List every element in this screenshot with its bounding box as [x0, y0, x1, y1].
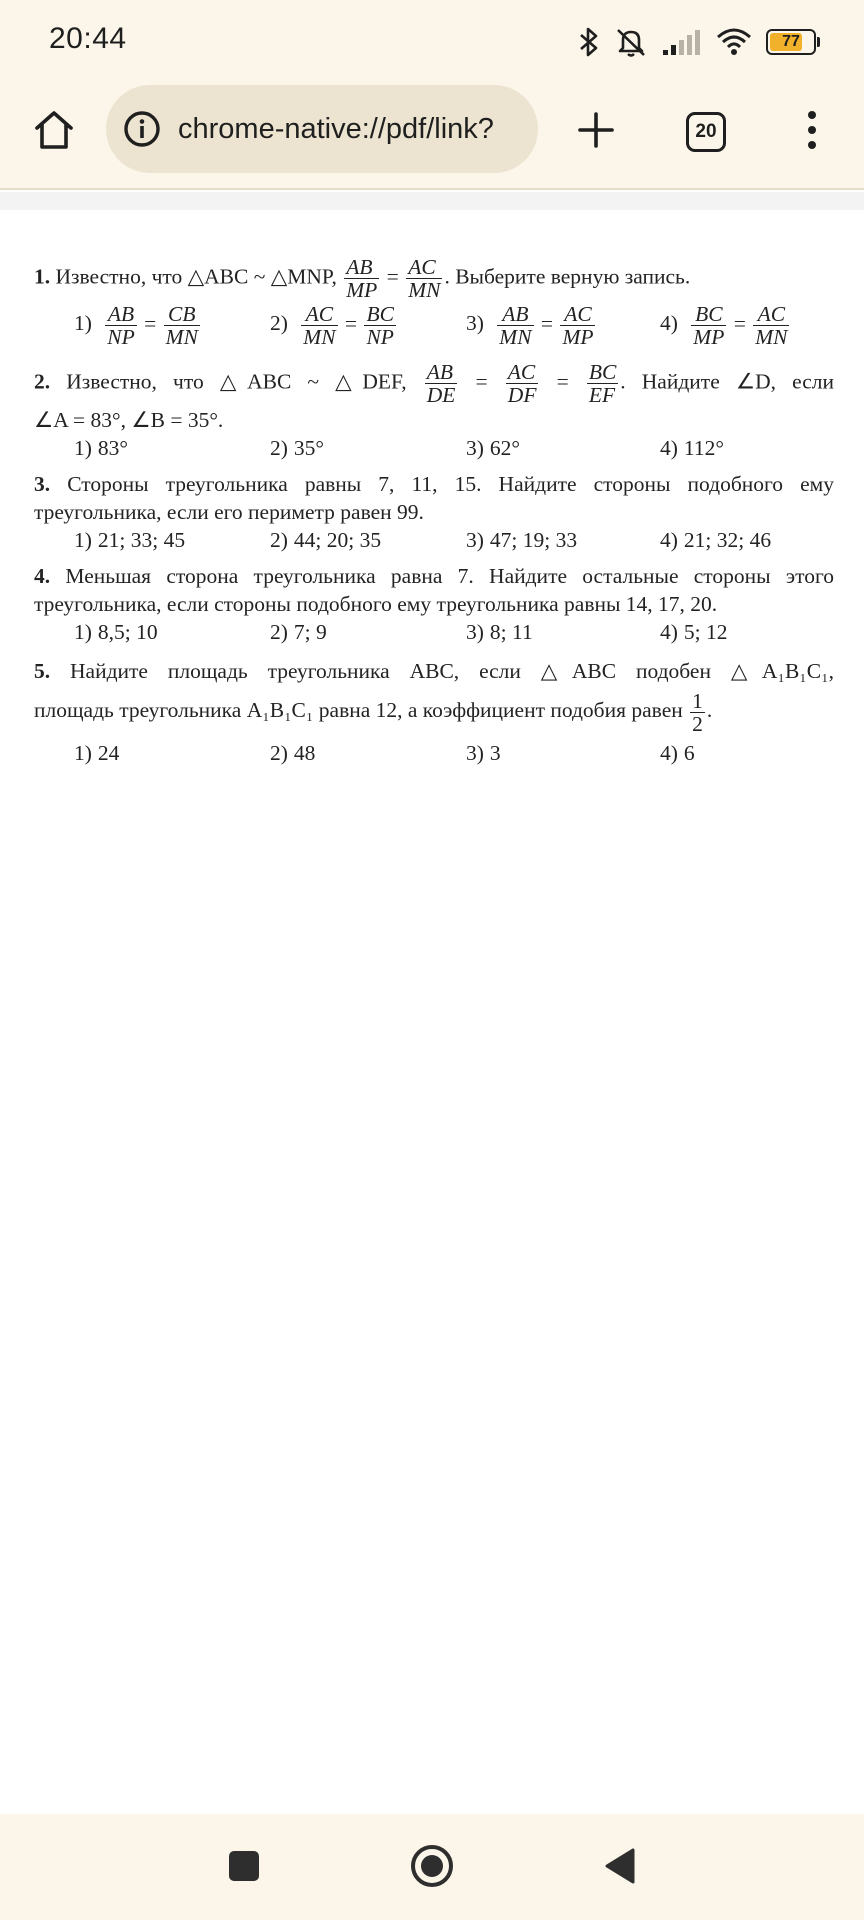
cellular-signal-icon	[662, 28, 702, 56]
problem-number: 4.	[34, 564, 51, 588]
problem-text: Меньшая сторона треугольника равна 7. Найдите остальные стороны этого	[65, 564, 834, 588]
answer-option: 2) 35°	[270, 436, 325, 460]
answer-option: 4) 21; 32; 46	[660, 528, 772, 552]
answer-option: 4) 5; 12	[660, 620, 728, 644]
problem-text: Стороны треугольника равны 7, 11, 15. Найдите стороны подобного ему	[67, 472, 835, 496]
new-tab-button[interactable]	[568, 104, 624, 160]
answer-option: 3) 47; 19; 33	[466, 528, 578, 552]
fraction: $\frac{AC}{DF}$	[507, 360, 537, 407]
status-bar	[0, 0, 864, 82]
answer-option: 4) 6	[660, 740, 695, 765]
problem-text: Известно, что △ABC ~ △MNP,	[55, 264, 337, 289]
answer-option: 3) 3	[466, 740, 501, 765]
fraction: $\frac{AB}{DE}$	[426, 360, 456, 407]
answer-option: 4) 112°	[660, 436, 724, 460]
problem-number: 1.	[34, 264, 51, 289]
back-triangle-icon	[603, 1847, 637, 1890]
problem-2: 2. Известно, что △ABC ~ △DEF, $\frac{AB}{DE}$ = $\frac{AC}{DF}$ = $\frac{BC}{EF}$ . Найдите ∠D, если ∠A = 83°, ∠B = 35°.	[34, 360, 834, 432]
silent-icon	[614, 26, 648, 58]
problem-text: . Найдите ∠D, если	[620, 369, 834, 394]
home-nav-button[interactable]	[404, 1840, 460, 1896]
problem-text: Найдите площадь треугольника ABC, если △ABC подобен △A₁B₁C₁,	[70, 659, 834, 683]
answer-option: 3) 62°	[466, 436, 521, 460]
problem-text: площадь треугольника A₁B₁C₁ равна 12, а коэффициент подобия равен	[34, 698, 683, 722]
pdf-page	[34, 256, 834, 775]
problem-text: Известно, что △ABC ~ △DEF,	[66, 369, 407, 394]
bluetooth-icon	[578, 26, 600, 58]
page-gap	[0, 192, 864, 210]
problem-text: . Выберите верную запись.	[444, 264, 691, 289]
answer-option: 3) 8; 11	[466, 620, 533, 644]
fraction: $\frac{1}{2}$	[692, 688, 703, 736]
battery-icon	[766, 29, 820, 55]
answer-option: 2) 48	[270, 740, 316, 765]
fraction: $\frac{AC}{MN}$	[408, 255, 441, 302]
answer-option: 4) $\frac{BC}{MP}$ = $\frac{AC}{MN}$	[660, 302, 788, 349]
answer-options	[34, 528, 834, 562]
url-text[interactable]: chrome-native://pdf/link?	[178, 112, 494, 145]
problem-number: 5.	[34, 659, 51, 683]
problem-1: 1. Известно, что △ABC ~ △MNP, $\frac{AB}{MP}$ = $\frac{AC}{MN}$ . Выберите верную запись.	[34, 255, 691, 302]
answer-option: 2) $\frac{AC}{MN}$ = $\frac{BC}{NP}$	[270, 302, 394, 349]
home-icon	[32, 108, 76, 157]
answer-option: 2) 44; 20; 35	[270, 528, 382, 552]
problem-text: треугольника, если стороны подобного ему треугольника равны 14, 17, 20.	[34, 592, 718, 616]
recents-button[interactable]	[216, 1840, 272, 1896]
answer-option: 1) 24	[74, 740, 120, 765]
tab-switcher-button[interactable]	[678, 104, 734, 160]
answer-option: 2) 7; 9	[270, 620, 327, 644]
problem-text: треугольника, если его периметр равен 99.	[34, 500, 424, 524]
answer-options	[34, 741, 834, 775]
problem-4	[34, 562, 834, 618]
answer-option: 1) 21; 33; 45	[74, 528, 186, 552]
address-bar[interactable]	[106, 85, 538, 173]
answer-option: 1) 8,5; 10	[74, 620, 158, 644]
more-vert-icon	[806, 110, 818, 155]
back-button[interactable]	[592, 1840, 648, 1896]
problem-text: ∠A = 83°, ∠B = 35°.	[34, 408, 224, 432]
answer-option: 1) 83°	[74, 436, 129, 460]
info-icon[interactable]	[122, 109, 162, 149]
home-button[interactable]	[26, 104, 82, 160]
status-icons	[578, 22, 820, 62]
answer-options	[34, 436, 834, 470]
answer-options	[34, 303, 834, 359]
plus-icon	[576, 110, 616, 155]
problem-number: 2.	[34, 369, 51, 394]
recents-square-icon	[227, 1849, 261, 1888]
answer-option: 1) $\frac{AB}{NP}$ = $\frac{CB}{MN}$	[74, 302, 198, 349]
fraction: $\frac{AB}{MP}$	[346, 255, 378, 302]
home-circle-icon	[409, 1843, 455, 1894]
more-menu-button[interactable]	[784, 104, 840, 160]
browser-toolbar	[0, 82, 864, 190]
answer-options	[34, 620, 834, 654]
problem-5: 5. Найдите площадь треугольника ABC, если △ABC подобен △A₁B₁C₁, площадь треугольника A₁B₁C₁ равна 12, а коэффициент подобия равен $\frac{1}{2}$ .	[34, 659, 834, 736]
answer-option: 3) $\frac{AB}{MN}$ = $\frac{AC}{MP}$	[466, 302, 594, 349]
fraction: $\frac{BC}{EF}$	[588, 360, 617, 407]
system-navigation-bar	[0, 1814, 864, 1920]
tab-switcher-icon	[686, 112, 726, 152]
tab-count: 20	[695, 121, 717, 142]
wifi-icon	[716, 27, 752, 57]
problem-3	[34, 470, 834, 526]
status-clock: 20:44	[49, 22, 127, 55]
battery-level: 77	[782, 33, 800, 50]
problem-number: 3.	[34, 472, 51, 496]
